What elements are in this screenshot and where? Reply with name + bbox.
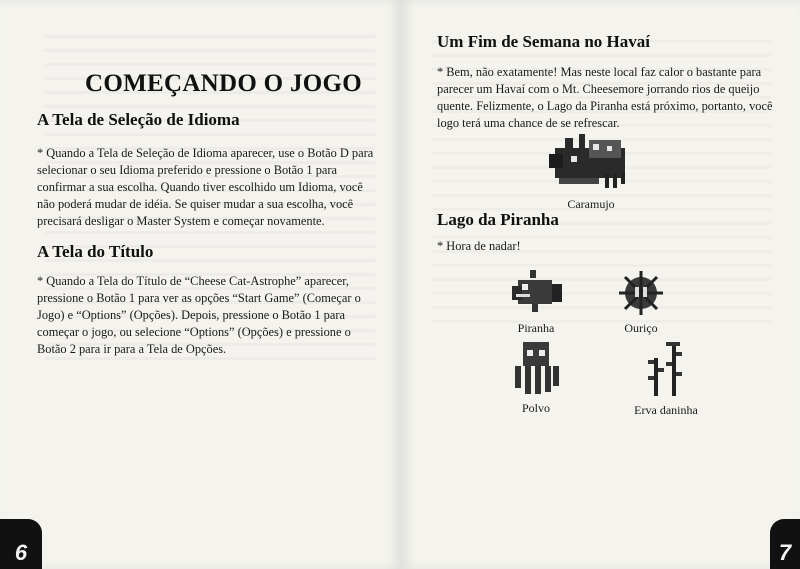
octopus-icon [511,340,561,396]
snail-icon [545,130,637,192]
piranha-lake-heading: Lago da Piranha [437,210,559,229]
piranha-lake-section [437,210,777,255]
piranha-figure [496,270,576,336]
piranha-icon [508,270,564,316]
page-number-right: 7 [770,519,800,569]
language-heading: A Tela de Seleção de Idioma [37,110,240,129]
language-section [37,110,377,230]
language-body: * Quando a Tela de Seleção de Idioma aparecer, use o Botão D para selecionar o seu Idioma preferido e pressione o Botão 1 para confirmar a sua escolha. Quando tiver escolhido um Idioma, você não poderá mudar de idéia. Se quiser mudar a sua escolha, você precisará desligar o Master System e começar novamente. [37,146,374,228]
ourico-figure [601,270,681,336]
polvo-caption: Polvo [521,401,550,415]
ourico-caption: Ouriço [624,321,658,335]
title-screen-body: * Quando a Tela do Título de “Cheese Cat-Astrophe” aparecer, pressione o Botão 1 para ver as opções “Start Game” (Começar o Jogo) e “Options” (Opções). Depois, pressione o Botão 1 para começar o jogo, ou selecione “Options” (Opções) e pressione o Botão 2 para ir para a Tela de Opções. [37,274,361,356]
title-screen-heading: A Tela do Título [37,242,154,261]
weed-icon [646,338,686,398]
hawaii-heading: Um Fim de Semana no Havaí [437,32,650,51]
page-title: COMEÇANDO O JOGO [85,70,363,97]
sea-urchin-icon [617,270,665,316]
hawaii-section [437,32,787,132]
piranha-caption: Piranha [517,321,555,335]
piranha-lake-body: * Hora de nadar! [437,239,521,253]
polvo-figure [496,340,576,416]
hawaii-body: * Bem, não exatamente! Mas neste local faz calor o bastante para parecer um Havaí com o Mt. Cheesemore jorrando rios de queijo quente. Felizmente, o Lago da Piranha está próximo, portanto, você logo terá uma chance de se refrescar. [437,65,773,130]
erva-daninha-figure [626,338,706,418]
caramujo-figure [536,130,646,212]
caramujo-caption: Caramujo [567,197,615,211]
erva-daninha-caption: Erva daninha [634,403,698,417]
page-number-left: 6 [0,519,42,569]
title-screen-section [37,242,377,358]
right-page [401,0,800,569]
